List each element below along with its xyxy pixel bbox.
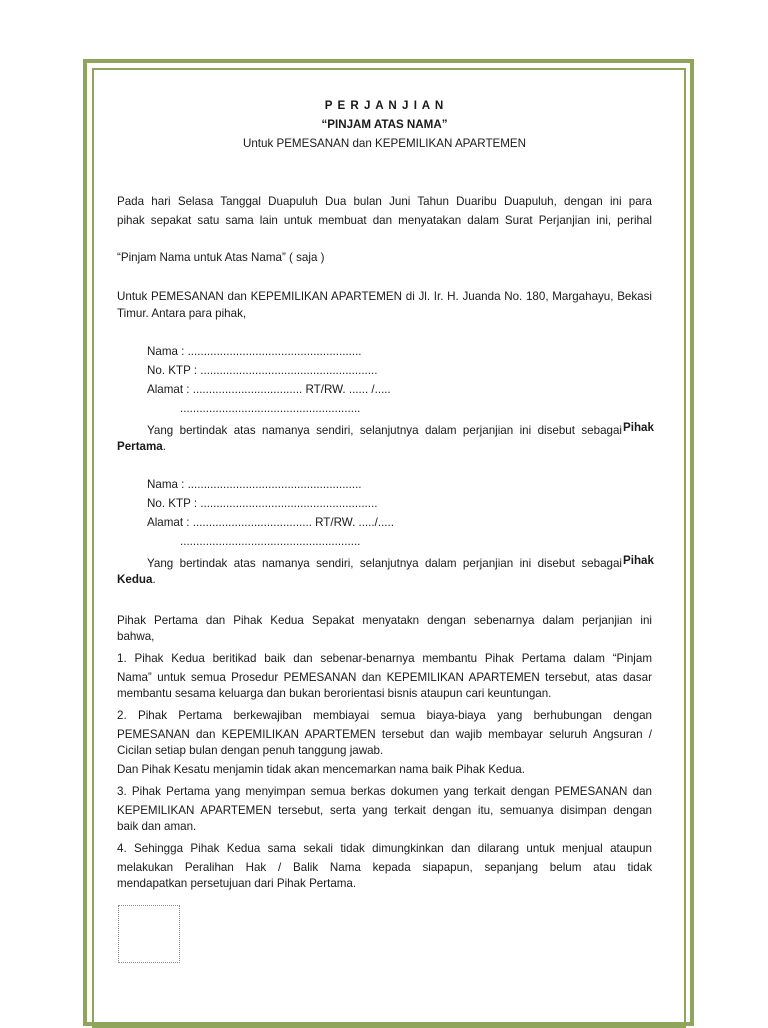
intro-line-2: pihak sepakat satu sama lain untuk membuat dan menyatakan dalam Surat Perjanjian ini, perihal — [117, 214, 652, 227]
clause1-line3: membantu sesama keluarga dan bukan berorientasi bisnis ataupun cari keuntungan. — [117, 687, 552, 700]
party1-desc: Yang bertindak atas namanya sendiri, selanjutnya dalam perjanjian ini disebut sebagai — [147, 424, 622, 437]
clause2-line4: Dan Pihak Kesatu menjamin tidak akan mencemarkan nama baik Pihak Kedua. — [117, 763, 525, 776]
stamp-placeholder-box — [118, 905, 180, 963]
party1-role-b: Pertama — [117, 440, 163, 453]
clause3-line1: 3. Pihak Pertama yang menyimpan semua berkas dokumen yang terkait dengan PEMESANAN dan — [117, 785, 652, 798]
party2-nama: Nama : ...................................................... — [147, 478, 362, 491]
agreement-intro-1: Pihak Pertama dan Pihak Kedua Sepakat menyatakn dengan sebenarnya dalam perjanjian ini — [117, 614, 652, 627]
party1-role-line — [117, 440, 166, 453]
subject-line: “Pinjam Nama untuk Atas Nama” ( saja ) — [117, 251, 325, 264]
clause3-line2: KEPEMILIKAN APARTEMEN tersebut, serta yang terkait dengan itu, semuanya disimpan dengan — [117, 804, 652, 817]
clause4-line3: mendapatkan persetujuan dari Pihak Pertama. — [117, 877, 357, 890]
party2-ktp: No. KTP : ....................................................... — [147, 497, 378, 510]
party1-role-a: Pihak — [623, 421, 654, 434]
doc-title: P E R J A N J I A N — [324, 99, 445, 112]
location-line-2: Timur. Antara para pihak, — [117, 307, 247, 320]
party2-role-line — [117, 573, 156, 586]
clause4-line2: melakukan Peralihan Hak / Balik Nama kepada siapapun, sepanjang belum atau tidak — [117, 861, 652, 874]
doc-purpose: Untuk PEMESANAN dan KEPEMILIKAN APARTEMEN — [242, 137, 527, 150]
party2-period: . — [152, 573, 156, 586]
party2-alamat: Alamat : ..................................... RT/RW. ...../..... — [147, 516, 394, 529]
clause2-line3: Cicilan setiap bulan dengan penuh tanggung jawab. — [117, 744, 384, 757]
clause1-line1: 1. Pihak Kedua beritikad baik dan sebenar-benarnya membantu Pihak Pertama dalam “Pinjam — [117, 652, 652, 665]
party1-alamat: Alamat : .................................. RT/RW. ...... /..... — [147, 383, 391, 396]
party2-role-b: Kedua — [117, 573, 153, 586]
location-line-1: Untuk PEMESANAN dan KEPEMILIKAN APARTEMEN di Jl. Ir. H. Juanda No. 180, Margahayu, Bekasi — [117, 290, 652, 303]
clause2-line1: 2. Pihak Pertama berkewajiban membiayai semua biaya-biaya yang berhubungan dengan — [117, 709, 652, 722]
party2-alamat-line2: ........................................................ — [180, 535, 361, 548]
agreement-intro-2: bahwa, — [117, 630, 155, 643]
intro-line-1: Pada hari Selasa Tanggal Duapuluh Dua bulan Juni Tahun Duaribu Duapuluh, dengan ini para — [117, 195, 652, 208]
clause3-line3: baik dan aman. — [117, 820, 197, 833]
party1-ktp: No. KTP : ....................................................... — [147, 364, 378, 377]
clause2-line2: PEMESANAN dan KEPEMILIKAN APARTEMEN tersebut dan wajib membayar seluruh Angsuran / — [117, 728, 652, 741]
clause1-line2: Nama” untuk semua Prosedur PEMESANAN dan KEPEMILIKAN APARTEMEN tersebut, atas dasar — [117, 671, 652, 684]
party2-desc: Yang bertindak atas namanya sendiri, selanjutnya dalam perjanjian ini disebut sebagai — [147, 557, 622, 570]
party1-nama: Nama : ...................................................... — [147, 345, 362, 358]
party1-alamat-line2: ........................................................ — [180, 402, 361, 415]
party2-role-a: Pihak — [623, 554, 654, 567]
party1-period: . — [162, 440, 166, 453]
clause4-line1: 4. Sehingga Pihak Kedua sama sekali tidak dimungkinkan dan dilarang untuk menjual ataupun — [117, 842, 652, 855]
doc-subtitle: “PINJAM ATAS NAMA” — [321, 118, 448, 131]
